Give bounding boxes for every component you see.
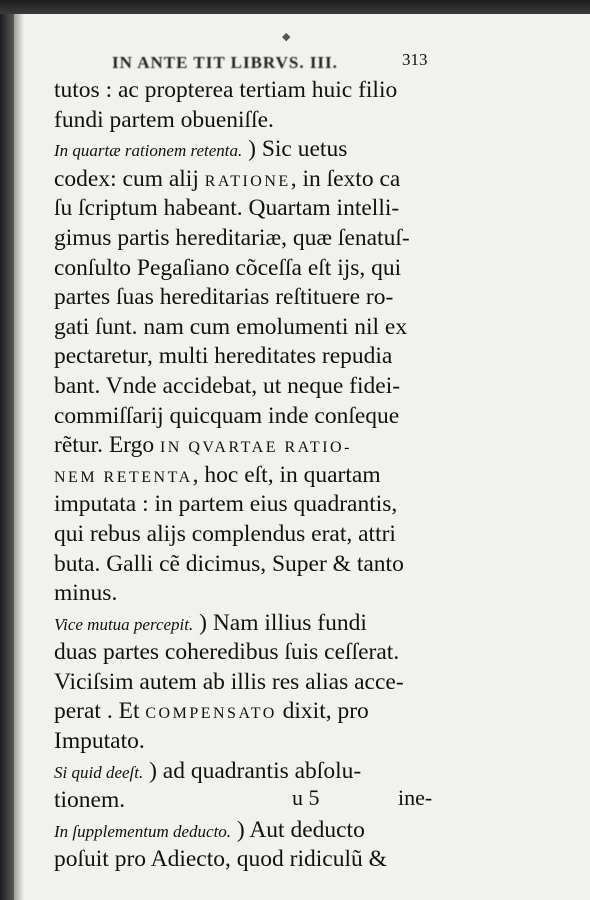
line-text: ) Aut deducto	[231, 816, 365, 843]
small-caps-text: IN QVARTAE RATIO-	[159, 439, 352, 457]
text-line	[54, 254, 442, 284]
text-line	[54, 106, 442, 136]
line-text: ) Sic uetus	[242, 136, 348, 163]
line-text: dixit, pro	[276, 698, 369, 725]
book-spine	[0, 0, 14, 900]
text-line	[54, 135, 442, 165]
line-text: Imputato.	[54, 728, 145, 755]
text-line	[54, 579, 442, 609]
text-line	[54, 816, 442, 846]
text-line	[54, 520, 442, 550]
lemma-text: In quartæ rationem retenta.	[54, 141, 243, 161]
line-text: commiſſarij quicquam inde conſeque	[54, 402, 400, 429]
text-line	[54, 845, 442, 875]
line-text: pectaretur, multi hereditates repudia	[54, 343, 393, 370]
line-text: tutos : ac propterea tertiam huic filio	[54, 77, 398, 103]
line-text: fundi partem obueniſſe.	[54, 106, 274, 133]
text-line	[54, 372, 442, 402]
text-line	[54, 76, 442, 106]
line-text: ) ad quadrantis abſolu-	[143, 757, 362, 784]
line-text: poſuit pro Adiecto, quod ridiculũ &	[54, 846, 387, 873]
line-text: codex: cum alij	[54, 165, 205, 192]
text-line	[54, 727, 442, 757]
line-text: gati ſunt. nam cum emolumenti nil ex	[54, 313, 408, 340]
text-line	[54, 402, 442, 432]
text-line	[54, 638, 442, 668]
line-text: , in ſexto ca	[290, 165, 401, 192]
small-caps-text: NEM RETENTA	[54, 468, 193, 486]
text-line	[54, 224, 442, 254]
body-text	[54, 76, 442, 875]
line-text: ) Nam illius fundi	[193, 609, 367, 636]
line-text: minus.	[54, 580, 118, 607]
text-line	[54, 283, 442, 313]
lemma-text: In ſupplementum deducto.	[54, 821, 232, 841]
line-text: tionem.	[54, 787, 126, 814]
text-line	[54, 697, 442, 727]
line-text: ſu ſcriptum habeant. Quartam intelli-	[54, 195, 400, 222]
line-text: duas partes coheredibus ſuis ceſſerat.	[54, 639, 400, 666]
line-text: bant. Vnde accidebat, ut neque fidei-	[54, 372, 401, 399]
text-line	[54, 786, 442, 816]
signature-mark: u 5	[292, 785, 320, 810]
top-edge-shadow	[0, 0, 590, 14]
lemma-text: Vice mutua percepit.	[54, 614, 194, 634]
text-line	[54, 342, 442, 372]
lemma-text: Si quid deeſt.	[54, 762, 144, 782]
small-caps-text: COMPENSATO	[145, 705, 277, 723]
text-line	[54, 668, 442, 698]
gutter-shadow	[14, 0, 24, 900]
line-text: , hoc eſt, in quartam	[192, 461, 381, 488]
line-text: gimus partis hereditariæ, quæ ſenatuſ-	[54, 224, 410, 251]
text-line	[54, 461, 442, 491]
running-head: IN ANTE TIT LIBRVS. III.	[112, 53, 338, 72]
line-text: rẽtur. Ergo	[54, 432, 160, 459]
line-text: conſulto Pegaſiano cõceſſa eſt ijs, qui	[54, 254, 402, 281]
text-line	[54, 609, 442, 639]
text-line	[54, 313, 442, 343]
line-text: perat . Et	[54, 698, 146, 725]
line-text: partes ſuas hereditarias reſtituere ro-	[54, 284, 394, 311]
text-line	[54, 757, 442, 787]
line-text: imputata : in partem eius quadrantis,	[54, 491, 398, 518]
page-number: 313	[402, 50, 428, 69]
text-line	[54, 550, 442, 580]
text-line	[54, 431, 442, 461]
line-text: buta. Galli cẽ dicimus, Super & tanto	[54, 550, 404, 577]
line-text: Viciſsim autem ab illis res alias acce-	[54, 668, 404, 695]
line-text: qui rebus alijs complendus erat, attri	[54, 520, 396, 547]
catchword: ine-	[398, 785, 433, 810]
print-mark: ◆	[282, 31, 291, 43]
small-caps-text: RATIONE	[204, 172, 291, 190]
text-line	[54, 194, 442, 224]
text-line	[54, 490, 442, 520]
text-line	[54, 165, 442, 195]
